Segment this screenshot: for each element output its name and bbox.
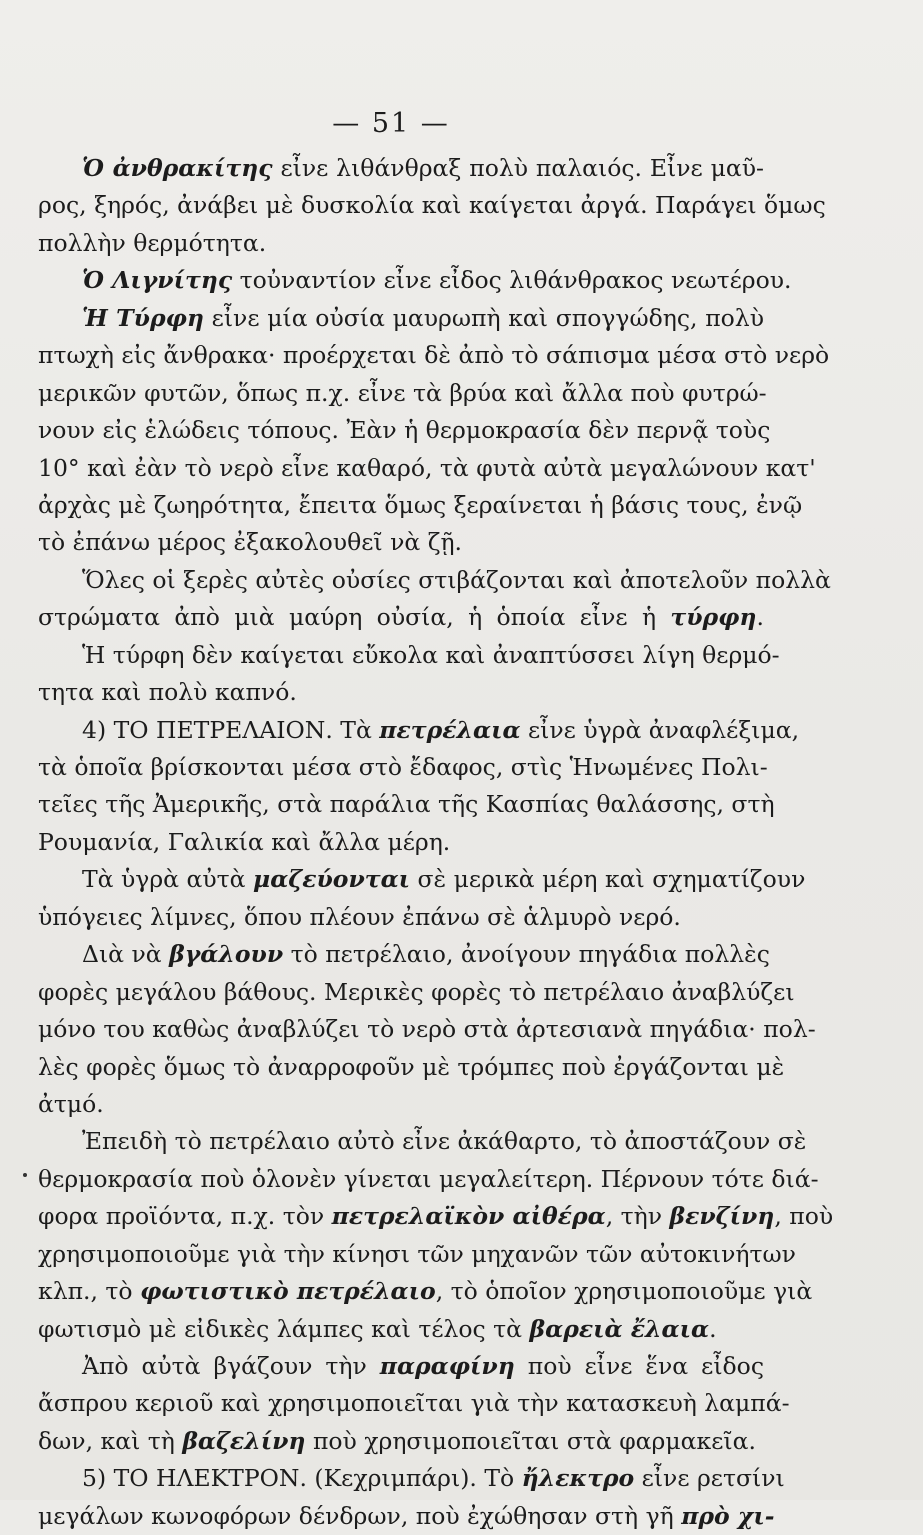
- text-run: εἶνε μία οὐσία μαυρωπὴ καὶ σπογγώδης, πολὺ: [203, 303, 764, 332]
- text-line: [38, 712, 800, 749]
- emphasized-term: βαζελίνη: [182, 1426, 306, 1455]
- text-run: εἶνε λιθάνθραξ πολὺ παλαιός. Εἶνε μαῦ-: [272, 154, 764, 182]
- text-line: [38, 786, 775, 823]
- text-run: , ποὺ: [774, 1202, 834, 1231]
- text-run: ὑπόγειες λίμνες, ὅπου πλέουν ἐπάνω σὲ ἁλμυρὸ νερό.: [38, 902, 681, 931]
- text-line: [38, 225, 764, 262]
- text-line: [38, 1423, 764, 1460]
- text-run: εἶνε ὑγρὰ ἀναφλέξιμα,: [520, 715, 800, 744]
- text-run: ποὺ χρησιμοποιεῖται στὰ φαρμακεῖα.: [305, 1426, 756, 1455]
- emphasized-term: φωτιστικὸ πετρέλαιο: [140, 1277, 436, 1306]
- text-line: [38, 1086, 764, 1123]
- text-run: , τὴν: [605, 1202, 670, 1231]
- text-line: [38, 562, 831, 599]
- text-run: τοὐναντίον εἶνε εἶδος λιθάνθρακος νεωτέρου.: [232, 266, 792, 295]
- text-line: [38, 524, 764, 561]
- text-line: [38, 599, 764, 636]
- text-run: θερμοκρασία ποὺ ὁλονὲν γίνεται μεγαλείτερη. Πέρνουν τότε διά-: [38, 1164, 819, 1193]
- emphasized-term: παραφίνη: [379, 1352, 515, 1380]
- text-line: [38, 637, 780, 674]
- text-run: ἀτμό.: [38, 1089, 104, 1118]
- text-run: 4) ΤΟ ΠΕΤΡΕΛΑΙΟΝ. Τὰ: [82, 715, 380, 744]
- text-line: [38, 300, 764, 337]
- text-run: νουν εἰς ἑλώδεις τόπους. Ἐὰν ἡ θερμοκρασία δὲν περνᾷ τοὺς: [38, 416, 771, 445]
- emphasized-term: ἤλεκτρο: [521, 1464, 635, 1493]
- text-run: , τὸ ὁποῖον χρησιμοποιοῦμε γιὰ: [435, 1277, 813, 1306]
- text-run: ποὺ εἶνε ἕνα εἶδος: [514, 1352, 764, 1380]
- emphasized-term: Ὁ Λιγνίτης: [82, 266, 233, 295]
- text-run: τητα καὶ πολὺ καπνό.: [38, 678, 297, 707]
- emphasized-term: Ἡ Τύρφη: [82, 303, 204, 332]
- text-line: [38, 824, 764, 861]
- text-run: Τὰ ὑγρὰ αὐτὰ: [82, 865, 253, 894]
- text-line: [38, 674, 764, 711]
- text-run: ρος, ξηρός, ἀνάβει μὲ δυσκολία καὶ καίγεται ἀργά. Παράγει ὅμως: [38, 191, 826, 220]
- text-run: τὰ ὁποῖα βρίσκονται μέσα στὸ ἔδαφος, στὶς Ἡνωμένες Πολι-: [38, 753, 768, 781]
- text-run: .: [756, 603, 764, 632]
- text-run: πτωχὴ εἰς ἄνθρακα· προέρχεται δὲ ἀπὸ τὸ σάπισμα μέσα στὸ νερὸ: [38, 341, 830, 370]
- text-line: [38, 487, 803, 524]
- text-run: 10° καὶ ἐὰν τὸ νερὸ εἶνε καθαρό, τὰ φυτὰ αὐτὰ μεγαλώνουν κατ': [38, 453, 816, 482]
- body-text: [38, 150, 834, 1535]
- emphasized-term: Ὁ ἀνθρακίτης: [82, 154, 273, 182]
- text-line: [38, 1348, 764, 1385]
- text-line: [38, 187, 826, 224]
- text-line: [38, 412, 771, 449]
- text-line: [38, 1460, 785, 1497]
- text-run: φωτισμὸ μὲ εἰδικὲς λάμπες καὶ τέλος τὰ: [38, 1314, 530, 1343]
- text-line: [38, 974, 795, 1011]
- emphasized-term: πετρελαϊκὸν αἰθέρα: [331, 1202, 606, 1231]
- emphasized-term: πρὸ χι-: [681, 1501, 775, 1530]
- text-run: ἄσπρου κεριοῦ καὶ χρησιμοποιεῖται γιὰ τὴν κατασκευὴ λαμπά-: [38, 1389, 790, 1418]
- emphasized-term: βαρειὰ ἔλαια: [529, 1314, 710, 1343]
- text-line: [38, 337, 830, 374]
- text-run: φορα προϊόντα, π.χ. τὸν: [38, 1202, 332, 1231]
- text-run: Διὰ νὰ: [82, 940, 170, 969]
- text-line: [38, 1161, 819, 1198]
- text-run: μερικῶν φυτῶν, ὅπως π.χ. εἶνε τὰ βρύα καὶ ἄλλα ποὺ φυτρώ-: [38, 378, 767, 407]
- text-run: σὲ μερικὰ μέρη καὶ σχηματίζουν: [410, 865, 806, 894]
- text-run: μόνο του καθὼς ἀναβλύζει τὸ νερὸ στὰ ἀρτεσιανὰ πηγάδια· πολ-: [38, 1015, 816, 1044]
- text-line: [38, 1498, 775, 1535]
- text-line: [38, 1385, 790, 1422]
- text-line: [38, 936, 770, 973]
- text-run: τὸ πετρέλαιο, ἀνοίγουν πηγάδια πολλὲς: [283, 940, 770, 969]
- text-line: [38, 375, 767, 412]
- text-line: [38, 262, 792, 299]
- text-line: [38, 1011, 816, 1048]
- text-run: πολλὴν θερμότητα.: [38, 228, 267, 257]
- text-run: στρώματα ἀπὸ μιὰ μαύρη οὐσία, ἡ ὁποία εἶνε ἡ: [38, 603, 671, 632]
- text-line: [38, 749, 768, 786]
- text-run: λὲς φορὲς ὅμως τὸ ἀναρροφοῦν μὲ τρόμπες ποὺ ἐργάζονται μὲ: [38, 1052, 785, 1081]
- text-run: χρησιμοποιοῦμε γιὰ τὴν κίνησι τῶν μηχανῶν τῶν αὐτοκινήτων: [38, 1239, 796, 1268]
- text-run: τὸ ἐπάνω μέρος ἐξακολουθεῖ νὰ ζῇ.: [38, 528, 463, 557]
- text-run: Ὅλες οἱ ξερὲς αὐτὲς οὐσίες στιβάζονται καὶ ἀποτελοῦν πολλὰ: [82, 565, 831, 594]
- print-speck: [23, 1173, 27, 1177]
- text-run: φορὲς μεγάλου βάθους. Μερικὲς φορὲς τὸ πετρέλαιο ἀναβλύζει: [38, 977, 795, 1006]
- page-number: — 51 —: [332, 108, 450, 139]
- text-run: εἶνε ρετσίνι: [634, 1464, 785, 1493]
- text-line: [38, 1049, 785, 1086]
- text-run: Ρουμανία, Γαλικία καὶ ἄλλα μέρη.: [38, 827, 451, 856]
- emphasized-term: βγάλουν: [169, 940, 284, 969]
- emphasized-term: πετρέλαια: [379, 715, 521, 744]
- emphasized-term: μαζεύονται: [253, 865, 411, 894]
- emphasized-term: τύρφη: [670, 603, 757, 632]
- emphasized-term: βενζίνη: [669, 1202, 775, 1231]
- text-line: [38, 450, 816, 487]
- text-run: Ἡ τύρφη δὲν καίγεται εὔκολα καὶ ἀναπτύσσει λίγη θερμό-: [82, 640, 780, 669]
- text-run: δων, καὶ τὴ: [38, 1426, 183, 1455]
- text-line: [38, 1311, 764, 1348]
- text-run: μεγάλων κωνοφόρων δένδρων, ποὺ ἐχώθησαν στὴ γῆ: [38, 1501, 682, 1530]
- text-line: [38, 1273, 813, 1310]
- text-run: Ἀπὸ αὐτὰ βγάζουν τὴν: [82, 1352, 380, 1380]
- text-line: [38, 1198, 834, 1235]
- text-line: [38, 1123, 807, 1160]
- text-run: ἀρχὰς μὲ ζωηρότητα, ἔπειτα ὅμως ξεραίνεται ἡ βάσις τους, ἐνῷ: [38, 490, 803, 519]
- text-run: τεῖες τῆς Ἀμερικῆς, στὰ παράλια τῆς Κασπίας θαλάσσης, στὴ: [38, 790, 775, 819]
- text-run: κλπ., τὸ: [38, 1277, 141, 1306]
- text-run: 5) ΤΟ ΗΛΕΚΤΡΟΝ. (Κεχριμπάρι). Τὸ: [82, 1464, 522, 1493]
- text-run: .: [709, 1314, 717, 1343]
- text-line: [38, 861, 806, 898]
- text-line: [38, 899, 764, 936]
- text-line: [38, 1236, 796, 1273]
- text-run: Ἐπειδὴ τὸ πετρέλαιο αὐτὸ εἶνε ἀκάθαρτο, τὸ ἀποστάζουν σὲ: [82, 1127, 807, 1156]
- text-line: [38, 150, 764, 187]
